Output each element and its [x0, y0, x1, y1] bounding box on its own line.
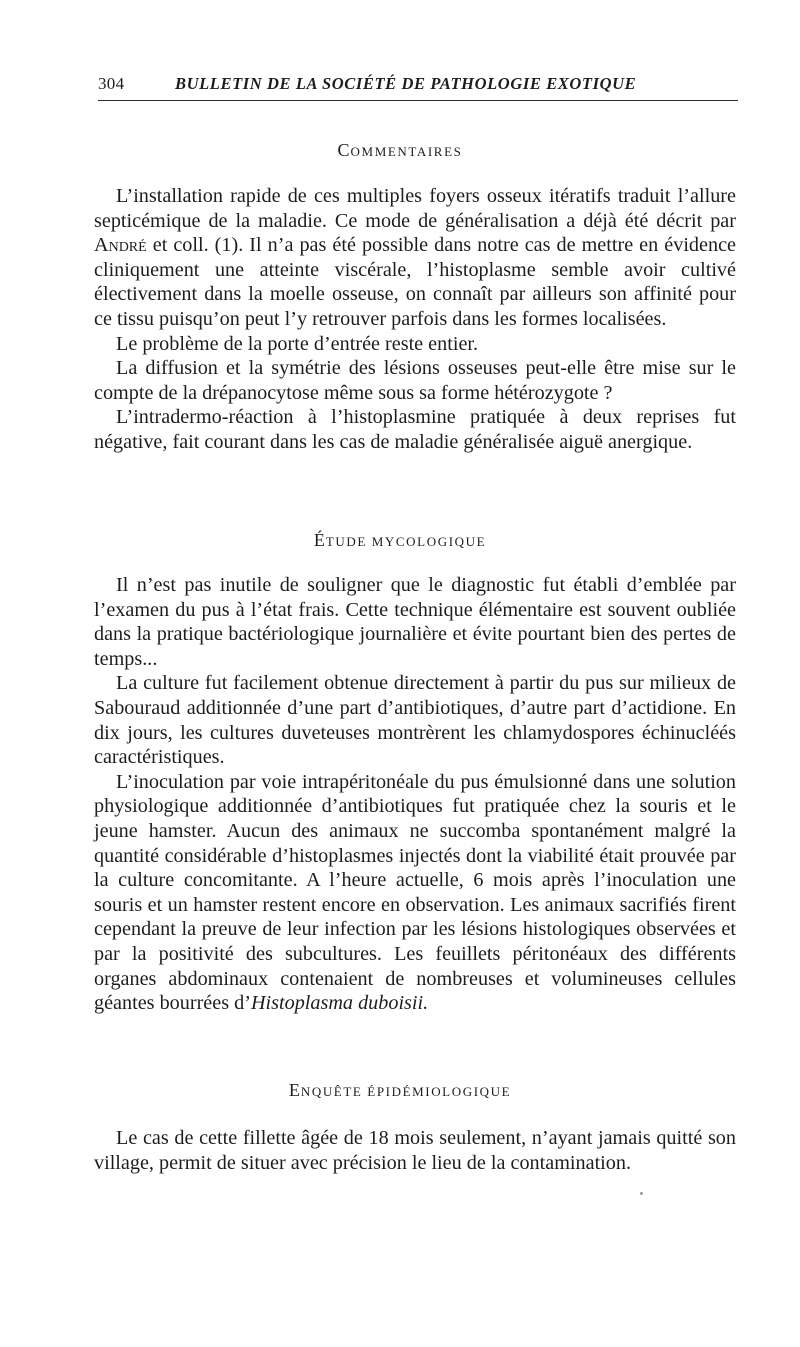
paragraph: Il n’est pas inutile de souligner que le diagnostic fut établi d’emblée par l’examen du pus à l’état frais. Cette technique élémentaire est souvent oubliée dans la pratique bactériologique journalière et évite pourtant bien des pertes de temps...: [94, 574, 736, 670]
journal-title: BULLETIN DE LA SOCIÉTÉ DE PATHOLOGIE EXOTIQUE: [175, 74, 637, 93]
section-heading-commentaires: COMMENTAIRES: [337, 140, 463, 160]
running-header: [98, 70, 738, 101]
paragraph: L’inoculation par voie intrapéritonéale du pus émulsionné dans une solution physiologique additionnée d’antibiotiques fut pratiquée chez la souris et le jeune hamster. Aucun des animaux ne succomba spontanément malgré la quantité considérable d’histoplasmes injectés dont la viabilité était prouvée par la culture concomitante. A l’heure actuelle, 6 mois après l’inoculation une souris et un hamster restent encore en observation. Les animaux sacrifiés firent cependant la preuve de leur infection par les lésions histologiques observées et par la positivité des subcultures. Les feuillets péritonéaux des différents organes abdominaux contenaient de nombreuses et volumineuses cellules géantes bourrées d’Histoplasma duboisii.: [94, 770, 736, 1015]
page-number: 304: [98, 74, 125, 93]
paragraph: L’installation rapide de ces multiples foyers osseux itératifs traduit l’allure septicémique de la maladie. Ce mode de généralisation a déjà été décrit par André et coll. (1). Il n’a pas été possible dans notre cas de mettre en évidence cliniquement une atteinte viscérale, l’histoplasme semble avoir cultivé électivement dans la moelle osseuse, on connaît par ailleurs son affinité pour ce tissu puisqu’on peut l’y retrouver parfois dans les formes localisées.: [94, 185, 736, 330]
print-speck: [640, 1192, 643, 1195]
etude-body: [94, 573, 736, 1016]
section-heading-enquete-epidemiologique: ENQUÊTE ÉPIDÉMIOLOGIQUE: [288, 1080, 512, 1100]
paragraph: Le problème de la porte d’entrée reste entier.: [116, 332, 479, 355]
commentaires-body: [94, 184, 736, 455]
enquete-body: [94, 1126, 736, 1175]
paragraph: La diffusion et la symétrie des lésions osseuses peut-elle être mise sur le compte de la drépanocytose même sous sa forme hétérozygote ?: [94, 357, 736, 404]
species-name: Histoplasma duboisii.: [250, 992, 429, 1015]
paragraph: Le cas de cette fillette âgée de 18 mois seulement, n’ayant jamais quitté son village, permit de situer avec précision le lieu de la contamination.: [94, 1127, 736, 1174]
paragraph: La culture fut facilement obtenue directement à partir du pus sur milieux de Sabouraud additionnée d’une part d’antibiotiques, d’autre part d’actidione. En dix jours, les cultures duveteuses montrèrent les chlamydospores échinucléés caractéristiques.: [94, 672, 736, 769]
section-heading-etude-mycologique: ÉTUDE MYCOLOGIQUE: [313, 530, 487, 550]
paragraph: L’intradermo-réaction à l’histoplasmine pratiquée à deux reprises fut négative, fait courant dans les cas de maladie généralisée aiguë anergique.: [94, 406, 736, 453]
author-name: André: [94, 234, 147, 257]
